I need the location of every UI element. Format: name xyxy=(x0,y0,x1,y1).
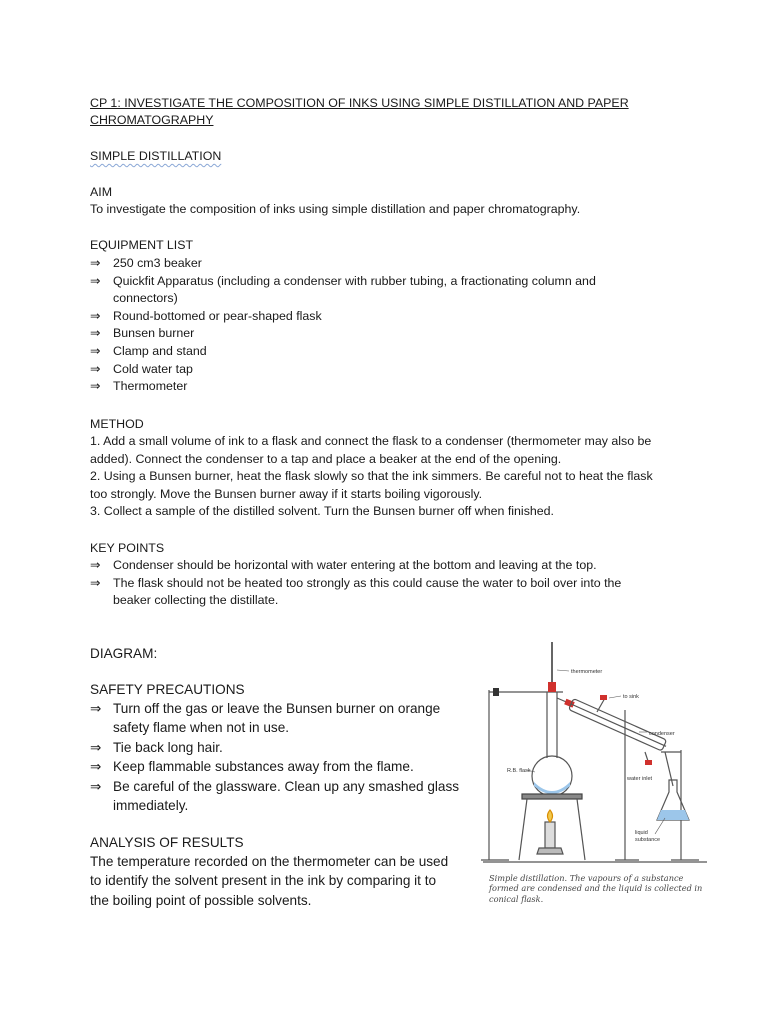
diagram-labels xyxy=(507,669,675,843)
document-title-line-1: CP 1: INVESTIGATE THE COMPOSITION OF INKS USING SIMPLE DISTILLATION AND PAPER xyxy=(90,96,629,110)
arrow-icon: ⇒ xyxy=(90,739,102,755)
label-substance: substance xyxy=(635,837,661,843)
figure-caption: Simple distillation. The vapours of a substance formed are condensed and the liquid is collected in conical flask. xyxy=(489,873,703,904)
diagram-heading: DIAGRAM: xyxy=(90,646,158,661)
gauze xyxy=(522,794,582,799)
analysis-line: to identify the solvent present in the ink by comparing it to xyxy=(90,873,437,889)
list-item-continuation: connectors) xyxy=(113,291,178,306)
aim-text: To investigate the composition of inks using simple distillation and paper chromatography. xyxy=(90,202,581,216)
method-line: 3. Collect a sample of the distilled solvent. Turn the Bunsen burner off when finished. xyxy=(90,504,555,519)
equipment-heading: EQUIPMENT LIST xyxy=(90,238,194,252)
method-line: added). Connect the condenser to a tap and place a beaker at the end of the opening. xyxy=(90,451,562,466)
arrow-icon: ⇒ xyxy=(90,273,101,288)
arrow-icon: ⇒ xyxy=(90,558,101,572)
bunsen-burner xyxy=(545,822,555,848)
list-item: ⇒ Keep flammable substances away from the flame. xyxy=(90,757,459,776)
arrow-icon: ⇒ xyxy=(90,379,101,394)
analysis-line: the boiling point of possible solvents. xyxy=(90,892,312,908)
method-steps xyxy=(90,433,653,521)
aim-heading: AIM xyxy=(90,185,113,199)
label-water-inlet: water inlet xyxy=(627,776,653,782)
key-points-heading: KEY POINTS xyxy=(90,541,165,555)
arrow-icon: ⇒ xyxy=(90,308,101,323)
rb-flask xyxy=(532,756,572,796)
flask-neck xyxy=(547,692,557,758)
arrow-icon: ⇒ xyxy=(90,361,101,376)
method-heading: METHOD xyxy=(90,417,144,431)
analysis-line: The temperature recorded on the thermometer can be used xyxy=(90,854,449,869)
condenser xyxy=(569,699,669,752)
list-item: ⇒ Round-bottomed or pear-shaped flask xyxy=(90,308,596,326)
arrow-icon: ⇒ xyxy=(90,701,102,716)
list-item-continuation: beaker collecting the distillate. xyxy=(113,593,279,608)
list-item-continuation: immediately. xyxy=(113,798,189,814)
equipment-list xyxy=(90,255,596,396)
list-item: ⇒ Tie back long hair. xyxy=(90,738,459,757)
list-item: ⇒ 250 cm3 beaker xyxy=(90,255,596,273)
label-to-sink: to sink xyxy=(623,694,639,700)
label-condenser: condenser xyxy=(649,731,675,737)
list-item: ⇒ The flask should not be heated too strongly as this could cause the water to boil over into the xyxy=(90,575,621,593)
arrow-icon: ⇒ xyxy=(90,343,101,358)
method-line: too strongly. Move the Bunsen burner away if it starts boiling vigorously. xyxy=(90,486,483,501)
analysis-text xyxy=(90,852,448,910)
key-points-list xyxy=(90,557,621,610)
list-item: ⇒ Be careful of the glassware. Clean up any smashed glass xyxy=(90,777,459,796)
list-item: ⇒ Thermometer xyxy=(90,378,596,396)
arrow-icon: ⇒ xyxy=(90,778,102,794)
list-item: ⇒ Condenser should be horizontal with water entering at the bottom and leaving at the top. xyxy=(90,557,621,575)
label-rb-flask: R.B. flask xyxy=(507,768,531,774)
document-title-line-2: CHROMATOGRAPHY xyxy=(90,113,214,127)
list-item: ⇒ Clamp and stand xyxy=(90,343,596,361)
arrow-icon: ⇒ xyxy=(90,256,101,270)
list-item: ⇒ Cold water tap xyxy=(90,361,596,379)
label-thermometer: thermometer xyxy=(571,669,603,675)
analysis-heading: ANALYSIS OF RESULTS xyxy=(90,835,244,850)
arrow-icon: ⇒ xyxy=(90,759,102,775)
list-item: ⇒ Turn off the gas or leave the Bunsen burner on orange xyxy=(90,699,459,718)
section-title: SIMPLE DISTILLATION xyxy=(90,149,222,163)
arrow-icon: ⇒ xyxy=(90,575,101,590)
stopper-top xyxy=(548,682,556,692)
safety-heading: SAFETY PRECAUTIONS xyxy=(90,682,245,697)
list-item-continuation: safety flame when not in use. xyxy=(113,720,290,736)
method-line: 2. Using a Bunsen burner, heat the flask slowly so that the ink simmers. Be careful not to heat the flask xyxy=(90,469,653,484)
list-item: ⇒ Quickfit Apparatus (including a condenser with rubber tubing, a fractionating column and xyxy=(90,273,596,291)
safety-list xyxy=(90,699,459,815)
method-line: 1. Add a small volume of ink to a flask and connect the flask to a condenser (thermometer may also be xyxy=(90,434,652,448)
distillation-apparatus-illustration xyxy=(479,640,711,872)
list-item: ⇒ Bunsen burner xyxy=(90,325,596,343)
distillation-diagram xyxy=(479,640,711,908)
arrow-icon: ⇒ xyxy=(90,326,101,341)
label-liquid: liquid xyxy=(635,830,648,836)
